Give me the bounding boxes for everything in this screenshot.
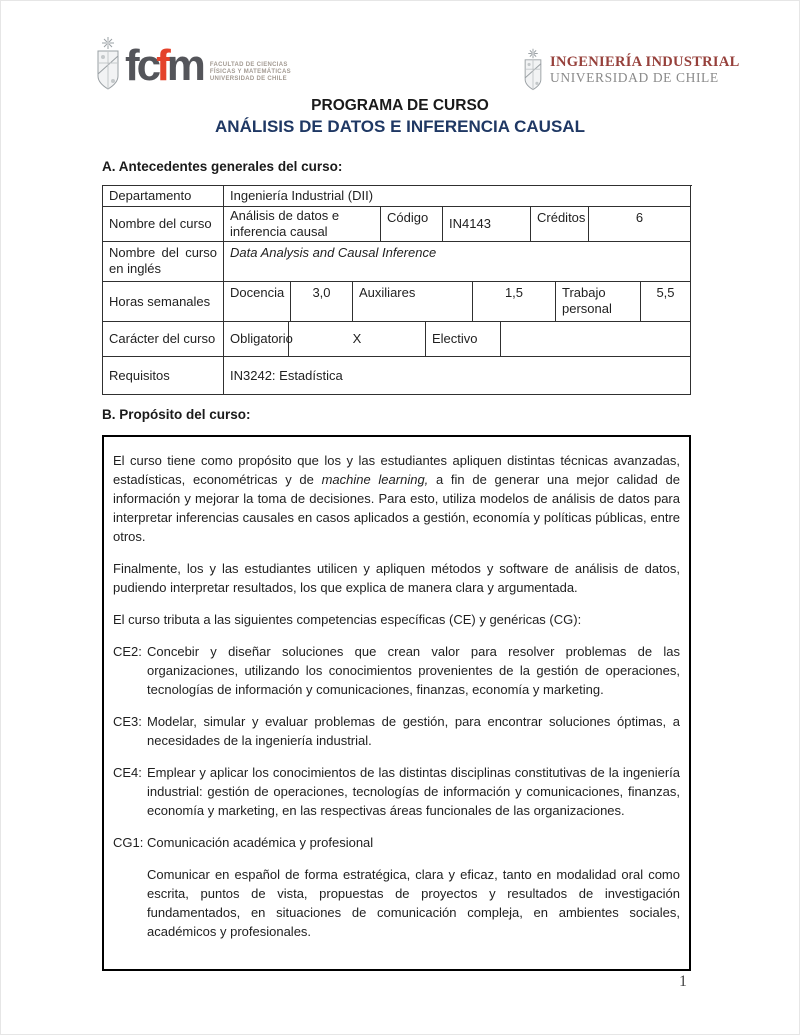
cell-docencia-value: 3,0 [291,282,353,322]
purpose-p1-pre: El curso tiene como propósito que los y las estudiantes apliquen distintas técnicas avanzadas, estadísticas, econométricas y de [113,453,680,487]
table-row-requisitos [103,357,692,395]
cell-nombre-ingles-value: Data Analysis and Causal Inference [224,242,691,282]
cell-requisitos-label: Requisitos [103,357,224,395]
cell-nombre-ingles-label: Nombre del curso en inglés [103,242,224,282]
fcfm-caption-line3: UNIVERSIDAD DE CHILE [209,76,287,82]
competencia-cg1-code: CG1: [113,835,144,850]
fcfm-wordmark [125,41,203,90]
course-info-table [102,185,692,395]
document-body [102,159,691,971]
cell-codigo-value: IN4143 [443,207,531,242]
dii-logo-line2: UNIVERSIDAD DE CHILE [550,70,719,85]
competencia-ce2-code: CE2: [113,644,142,659]
fcfm-wordmark-m: m [166,41,203,90]
cell-codigo-label: Código [381,207,443,242]
cell-obligatorio-value: X [289,322,426,357]
course-title: ANÁLISIS DE DATOS E INFERENCIA CAUSAL [215,117,585,136]
page-number: 1 [679,973,687,990]
cell-requisitos-value: IN3242: Estadística [224,357,691,395]
cell-electivo-label: Electivo [426,322,501,357]
purpose-box [102,435,691,971]
uchile-crest-icon [94,36,122,92]
competencia-ce3 [113,712,680,750]
cell-auxiliares-value: 1,5 [473,282,556,322]
competencia-ce3-code: CE3: [113,714,142,729]
competencia-ce4 [113,763,680,820]
competencia-ce2 [113,642,680,699]
fcfm-caption [210,62,291,83]
competencia-ce3-text: Modelar, simular y evaluar problemas de gestión, para encontrar soluciones óptimas, a necesidades de la ingeniería industrial. [147,714,680,748]
section-b-heading: B. Propósito del curso: [102,407,251,422]
cell-creditos-label: Créditos [531,207,589,242]
cg1-detail-paragraph: Comunicar en español de forma estratégica, clara y eficaz, tanto en modalidad oral como escrita, puntos de vista, propuestas de proyectos y resultados de investigación fundamentados, en situaciones de comunicación compleja, en ambientes sociales, académicos y profesionales. [147,867,680,939]
cell-caracter-label: Carácter del curso [103,322,224,357]
competencia-cg1-text: Comunicación académica y profesional [147,835,374,850]
competencia-ce4-text: Emplear y aplicar los conocimientos de las distintas disciplinas constitutivas de la ingeniería industrial: gestión de operaciones, tecnologías de información y comunicaciones, finanzas, economía y marketing, en las respectivas áreas funcionales de las organizaciones. [147,765,680,818]
cell-auxiliares-label: Auxiliares [353,282,473,322]
purpose-p1-italic: machine learning, [321,472,429,487]
dii-logo [522,48,740,92]
cell-trabajo-value: 5,5 [641,282,691,322]
cell-docencia-label: Docencia [224,282,291,322]
purpose-paragraph-3: El curso tributa a las siguientes competencias específicas (CE) y genéricas (CG): [113,612,582,627]
purpose-paragraph-1 [113,451,680,546]
cell-trabajo-label: Trabajo personal [556,282,641,322]
section-a-heading: A. Antecedentes generales del curso: [102,159,343,174]
dii-logo-text [550,54,740,85]
cell-electivo-value [501,322,691,357]
fcfm-caption-line2: FÍSICAS Y MATEMÁTICAS [209,69,291,75]
table-row-nombre [103,207,692,242]
cell-departamento-value: Ingeniería Industrial (DII) [224,186,691,207]
fcfm-wordmark-f-red: f [156,41,168,90]
cell-obligatorio-label: Obligatorio [224,322,289,357]
cell-nombre-label: Nombre del curso [103,207,224,242]
document-title: PROGRAMA DE CURSO [311,97,489,114]
competencia-cg1 [113,833,680,852]
competencia-ce4-code: CE4: [113,765,142,780]
cell-horas-label: Horas semanales [103,282,224,322]
purpose-paragraph-2: Finalmente, los y las estudiantes utilicen y apliquen métodos y software de análisis de datos, pudiendo interpretar resultados, los que explica de manera clara y argumentada. [113,561,680,595]
cell-departamento-label: Departamento [103,186,224,207]
cell-nombre-value: Análisis de datos e inferencia causal [224,207,381,242]
fcfm-caption-line1: FACULTAD DE CIENCIAS [209,62,288,68]
dii-logo-line1: INGENIERÍA INDUSTRIAL [550,54,740,70]
table-row-horas [103,282,692,322]
fcfm-logo [94,36,291,92]
purpose-p1-post: a fin de generar una mejor calidad de información y mejorar la toma de decisiones. Para esto, utiliza modelos de análisis de datos para interpretar inferencias causales en casos aplicados a gestión, economía y políticas públicas, entre otros. [113,472,681,544]
table-row-nombre-ingles [103,242,692,282]
fcfm-wordmark-fc: fc [125,41,159,90]
table-row-departamento [103,186,692,207]
cell-creditos-value: 6 [589,207,691,242]
table-row-caracter [103,322,692,357]
competencia-ce2-text: Concebir y diseñar soluciones que crean valor para resolver problemas de las organizaciones, utilizando los conocimientos provenientes de la gestión de operaciones, tecnologías de información y comunicaciones, finanzas, economía y marketing. [147,644,680,697]
uchile-crest-icon [522,48,544,92]
